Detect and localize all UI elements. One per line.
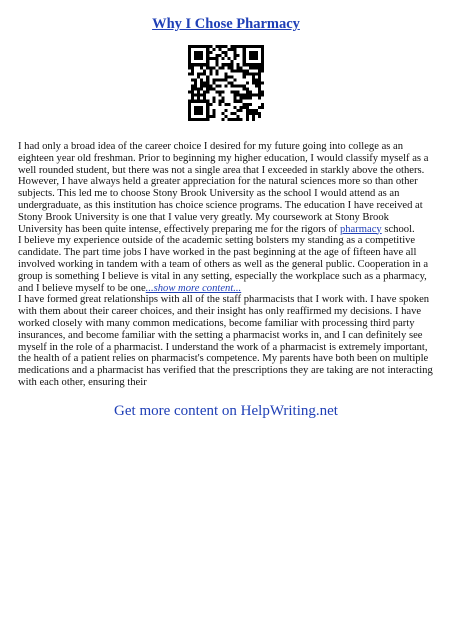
pharmacy-link[interactable]: pharmacy <box>339 223 382 235</box>
paragraph-3: I have formed great relationships with all of the staff pharmacists that I work with. I have spoken with them about their career choices, and their insight has only reaffirmed my decisions. I have worked closely with many common medications, become familiar with processing third party insurances, and become familiar with the setting a pharmacist works in, and I can definitely see myself in the role of a pharmacist. I understand the work of a pharmacist is extremely important, the health of a patient relies on pharmacist's competence. My parents have both been on multiple medications and a pharmacist has verified that the prescriptions they are taking are not interacting with each other, ensuring their <box>18 294 433 388</box>
paragraph-2-text: I believe my experience outside of the academic setting bolsters my standing as a competitive candidate. The part time jobs I have worked in the past beginning at the age of fifteen have all involved working in tandem with a team of others as well as the general public. Cooperation in a group is something I believe is vital in any setting, especially the workplace such as a pharmacy, and I believe myself to be one <box>18 235 429 294</box>
qr-code-icon <box>188 45 264 121</box>
paragraph-1-text: I had only a broad idea of the career choice I desired for my future going into college as an eighteen year old freshman. Prior to beginning my higher education, I would classify myself as a well rounded student, but there was not a single area that I exceeded in starkly above the others. However, I have always held a greater appreciation for the natural sciences more so than other subjects. This led me to choose Stony Brook University as the school I would attend as an undergraduate, as this institution has choice science programs. The education I have received at Stony Brook University is one that I value very greatly. My coursework at Stony Brook University has been quite intense, effectively preparing me for the rigors of <box>18 141 429 235</box>
paragraph-1-end: school. <box>381 223 415 235</box>
paragraph-1 <box>18 141 434 235</box>
show-more-link[interactable]: ...show more content... <box>145 282 242 294</box>
document-title[interactable]: Why I Chose Pharmacy <box>152 16 300 32</box>
get-more-content-link[interactable]: Get more content on HelpWriting.net <box>114 403 338 419</box>
document-body <box>18 141 434 389</box>
paragraph-2 <box>18 235 434 294</box>
